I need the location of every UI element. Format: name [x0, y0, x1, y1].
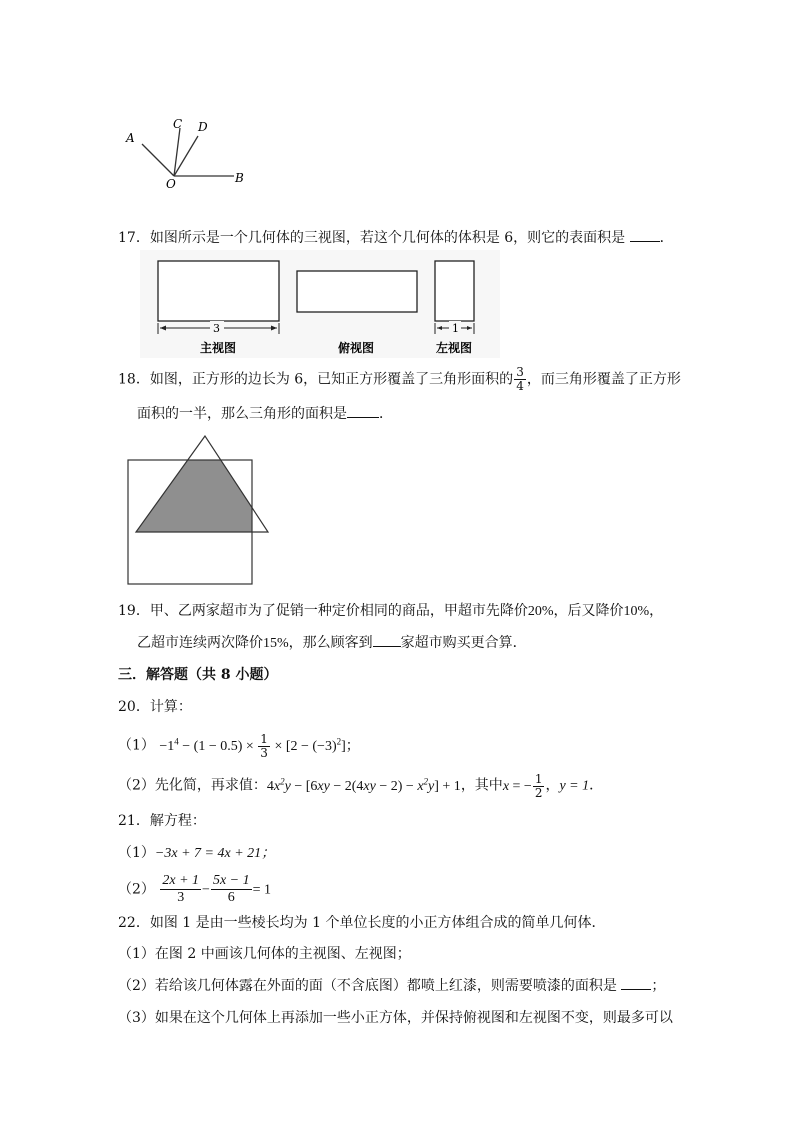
q22-number: 22．: [118, 915, 150, 931]
q20-p2-end: ．: [589, 777, 604, 794]
label-o: O: [166, 177, 176, 191]
question-22: [118, 913, 605, 933]
q21-p1-label: （1）: [118, 845, 155, 861]
q21-number: 21．: [118, 813, 150, 829]
q18-fraction: [514, 366, 526, 393]
top-view-rect: [297, 271, 417, 312]
question-19-line2: [137, 633, 527, 654]
q22-part1: （1）在图 2 中画该几何体的主视图、左视图；: [118, 946, 411, 962]
question-17: [118, 228, 674, 248]
q19-text-e: ，那么顾客到: [288, 635, 373, 651]
ray-oc: [174, 128, 180, 176]
label-b: B: [235, 171, 244, 185]
q22-p2-end: ；: [651, 978, 666, 994]
q21-part2: （2） $\frac{2x + 1}{3}$ − $\frac{5x - 1}{6}$ = 1: [118, 873, 272, 905]
q18-answer-blank[interactable]: [347, 417, 379, 418]
three-views-figure: [140, 250, 500, 358]
q18-frac-den: 4: [516, 379, 524, 393]
q19-pct2: 10%: [623, 604, 650, 619]
q20-part2: [118, 771, 603, 800]
q21-fraction-1: $\frac{2x + 1}{3}$: [162, 873, 200, 905]
q17-number: 17．: [118, 230, 150, 246]
q21-fraction-2: $\frac{5x - 1}{6}$: [212, 873, 250, 905]
q20-p1-label: （1）: [118, 737, 155, 754]
label-a: A: [126, 131, 135, 145]
q21-part1: [118, 843, 275, 864]
q19-pct3: 15%: [263, 636, 289, 651]
triangle-shaded: [136, 436, 268, 532]
label-d: D: [198, 120, 208, 134]
q20-p2-label: （2）: [118, 777, 155, 794]
left-dim: 1: [452, 322, 459, 335]
q18-end: ．: [379, 406, 393, 422]
front-dim: 3: [213, 322, 220, 335]
q21-p2-rest: = 1: [252, 882, 272, 898]
q17-text: 如图所示是一个几何体的三视图，若这个几何体的体积是 6，则它的表面积是: [149, 230, 626, 246]
q22-answer-blank[interactable]: [621, 989, 651, 990]
q18-frac-num: 3: [516, 365, 524, 379]
q22-part3: （3）如果在这个几何体上再添加一些小正方体，并保持俯视图和左视图不变，则最多可以: [118, 1010, 673, 1026]
top-view-label: 俯视图: [338, 341, 375, 355]
q22-part2: [118, 976, 665, 996]
q17-answer-blank[interactable]: [630, 241, 660, 242]
left-view-rect: [435, 261, 474, 321]
q22-p2-text: （2）若给该几何体露在外面的面（不含底图）都喷上红漆，则需要喷漆的面积是: [118, 978, 617, 994]
ray-oa: [142, 144, 174, 176]
front-view-rect: [158, 261, 279, 321]
question-20: [118, 697, 192, 717]
q18-text-a: 如图，正方形的边长为 6，已知正方形覆盖了三角形面积的: [149, 371, 514, 388]
section-3-title: 三．解答题（共 8 小题）: [118, 667, 278, 683]
q20-p2-text-a: 先化简，再求值：: [154, 777, 267, 794]
q18-number: 18．: [118, 371, 150, 388]
q19-text-a: 甲、乙两家超市为了促销一种定价相同的商品，甲超市先降价: [149, 603, 528, 619]
q20-p2-x-value: x = − $\frac{1}{2}$: [502, 771, 543, 800]
q17-end: ．: [659, 230, 674, 246]
q20-part1: [118, 731, 360, 760]
question-18: [118, 366, 681, 393]
front-view-label: 主视图: [200, 341, 237, 355]
question-19: [118, 601, 663, 622]
q22-text: 如图 1 是由一些棱长均为 1 个单位长度的小正方体组合成的简单几何体．: [149, 915, 606, 931]
left-view-label: 左视图: [436, 341, 473, 355]
q19-number: 19．: [118, 603, 150, 619]
q19-text-c: ，: [649, 603, 664, 619]
q21-p2-label: （2）: [118, 881, 155, 898]
q19-text-b: ，后又降价: [553, 603, 624, 619]
q20-title: 计算：: [149, 699, 192, 715]
angle-figure: [118, 112, 258, 194]
q20-p2-sep: ，: [545, 777, 560, 794]
q19-text-f: 家超市购买更合算．: [400, 635, 527, 651]
q20-p1-expr: $-1^4 - (1 - 0.5)$ × $\frac{1}{3}$ × $[2 - (-3)^2]$；: [159, 731, 360, 760]
q21-p1-eq: −3x + 7 = 4x + 21；: [154, 846, 276, 861]
q20-p2-text-b: ，其中: [460, 777, 503, 794]
question-21: [118, 811, 206, 831]
q18-text-b: ，而三角形覆盖了正方形: [526, 371, 681, 388]
q18-text-c: 面积的一半，那么三角形的面积是: [137, 406, 347, 422]
q20-p2-expr: $4x^2y - [6xy - 2(4xy - 2) - x^2y] + 1$: [266, 776, 461, 794]
half-fraction: $\frac{1}{2}$: [534, 771, 543, 800]
one-third-fraction: $\frac{1}{3}$: [260, 731, 268, 760]
q20-number: 20．: [118, 699, 150, 715]
question-18-line2: [137, 404, 393, 424]
label-c: C: [173, 117, 183, 131]
q20-p2-y: y = 1: [559, 778, 590, 794]
q19-text-d: 乙超市连续两次降价: [137, 635, 263, 651]
square-triangle-figure: [123, 432, 273, 588]
q21-title: 解方程：: [149, 813, 206, 829]
q19-answer-blank[interactable]: [373, 646, 401, 647]
q19-pct1: 20%: [527, 604, 554, 619]
